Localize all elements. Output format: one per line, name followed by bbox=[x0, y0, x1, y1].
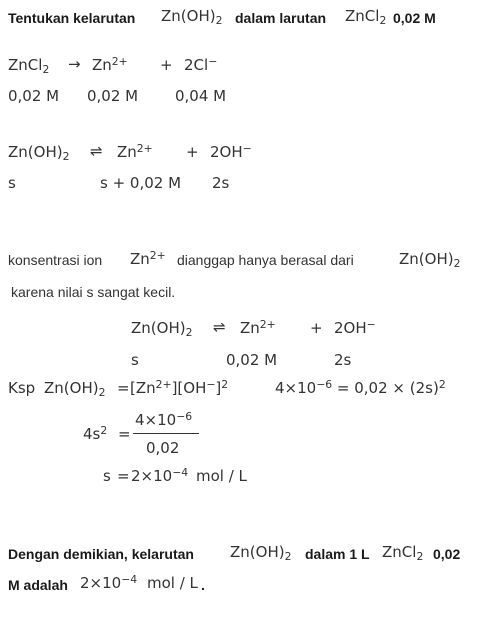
eq2-reactant: $Zn(OH)_2$ bbox=[8, 143, 70, 164]
conclusion-mid: dalam 1 L bbox=[305, 546, 370, 562]
para-line2: karena nilai s sangat kecil. bbox=[11, 284, 176, 300]
eq3-product2: 2OH− bbox=[334, 317, 376, 337]
eq3-reactant: $Zn(OH)_2$ bbox=[131, 319, 193, 340]
eq2-conc-reactant: s bbox=[8, 174, 16, 192]
ksp-value: $4\times 10^{-6} = 0,02 \times (2s)^2$ bbox=[275, 377, 446, 397]
eq2-product1: $Zn^{2+}$ bbox=[117, 141, 153, 161]
conclusion-lead: Dengan demikian, kelarutan bbox=[8, 546, 194, 562]
fraction-bar bbox=[133, 433, 199, 434]
conclusion-period: . bbox=[201, 577, 205, 593]
eq3-conc-product2: 2s bbox=[334, 351, 352, 369]
step1-denominator: 0,02 bbox=[146, 439, 180, 457]
intro-conc: 0,02 M bbox=[393, 10, 436, 26]
step1-equals: = bbox=[118, 425, 131, 443]
intro-znoh: $Zn(OH)_2$ bbox=[161, 7, 223, 28]
eq1-conc-product2: 0,04 M bbox=[175, 87, 227, 105]
ksp-equals: = bbox=[117, 379, 130, 397]
intro-zncl: ZnCl$_2$ bbox=[345, 7, 387, 28]
para-zn-ion: $Zn^{2+}$ bbox=[130, 248, 166, 268]
para-line1-a: konsentrasi ion bbox=[8, 252, 103, 268]
eq2-conc-product2: 2s bbox=[212, 174, 230, 192]
intro-mid: dalam larutan bbox=[235, 10, 327, 26]
eq1-reactant: ZnCl$_2$ bbox=[8, 56, 50, 77]
ksp-label: Ksp bbox=[8, 379, 36, 397]
conclusion-unit: mol / L bbox=[147, 574, 198, 592]
eq3-equilibrium-arrow-icon: ⇌ bbox=[213, 318, 226, 336]
conclusion-value: $2\times 10^{-4}$ bbox=[80, 572, 138, 592]
ksp-ion-product: $[Zn^{2+}][OH^-]^2$ bbox=[130, 377, 229, 397]
eq3-conc-reactant: s bbox=[131, 351, 139, 369]
eq1-product1: $Zn^{2+}$ bbox=[92, 54, 128, 74]
para-znoh2: $Zn(OH)_2$ bbox=[399, 250, 461, 271]
eq3-product1: $Zn^{2+}$ bbox=[240, 317, 276, 337]
eq2-product2: 2OH− bbox=[210, 141, 252, 161]
eq2-plus: + bbox=[186, 143, 199, 161]
conclusion-zncl2: ZnCl$_2$ bbox=[382, 543, 424, 564]
para-line1-b: dianggap hanya berasal dari bbox=[177, 252, 354, 268]
intro-lead: Tentukan kelarutan bbox=[8, 10, 136, 26]
ksp-znoh2: $Zn(OH)_2$ bbox=[44, 379, 106, 400]
step2-lhs: s bbox=[103, 467, 111, 485]
step1-numerator: $4\times 10^{-6}$ bbox=[135, 409, 193, 429]
step1-lhs: $4s^2$ bbox=[83, 423, 108, 443]
eq3-conc-product1: 0,02 M bbox=[226, 351, 278, 369]
eq1-plus: + bbox=[160, 56, 173, 74]
eq1-product2: 2Cl− bbox=[184, 54, 218, 74]
conclusion-line2: M adalah bbox=[8, 577, 68, 593]
eq2-equilibrium-arrow-icon: ⇌ bbox=[90, 142, 103, 160]
eq2-conc-product1: s + 0,02 M bbox=[100, 174, 182, 192]
conclusion-conc: 0,02 bbox=[433, 546, 461, 562]
eq3-plus: + bbox=[310, 319, 323, 337]
step2-value: $2\times 10^{-4}$ bbox=[131, 465, 189, 485]
step2-equals: = bbox=[117, 467, 130, 485]
eq1-arrow-icon: → bbox=[68, 55, 81, 73]
eq1-conc-reactant: 0,02 M bbox=[8, 87, 60, 105]
step2-unit: mol / L bbox=[196, 467, 247, 485]
conclusion-znoh2: $Zn(OH)_2$ bbox=[230, 543, 292, 564]
eq1-conc-product1: 0,02 M bbox=[87, 87, 139, 105]
